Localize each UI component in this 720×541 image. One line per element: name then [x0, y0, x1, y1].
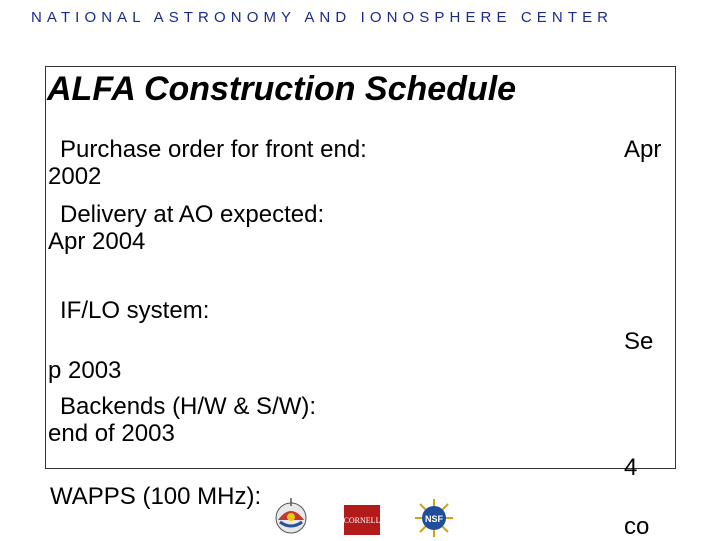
schedule-item-date: 4	[624, 454, 638, 481]
organization-header: NATIONAL ASTRONOMY AND IONOSPHERE CENTER	[31, 9, 614, 26]
nsf-logo	[414, 498, 454, 538]
schedule-item-date: 2002	[48, 163, 102, 190]
schedule-item-label: Delivery at AO expected:	[60, 201, 325, 228]
schedule-item-date: Apr	[624, 136, 662, 163]
nsf-logo-text: NSF	[425, 514, 443, 524]
cornell-logo	[344, 505, 380, 535]
schedule-item-label: IF/LO system:	[60, 297, 210, 324]
schedule-item-label: WAPPS (100 MHz):	[50, 483, 262, 510]
schedule-item-date: Apr 2004	[48, 228, 146, 255]
schedule-item-date: Se	[624, 328, 654, 355]
cornell-logo-text: CORNELL	[344, 516, 380, 525]
schedule-item-date: co	[624, 513, 650, 540]
schedule-item-date: end of 2003	[48, 420, 175, 447]
schedule-item-date: p 2003	[48, 357, 122, 384]
naic-logo	[272, 496, 310, 536]
schedule-item-label: Backends (H/W & S/W):	[60, 393, 317, 420]
schedule-item-label: Purchase order for front end:	[60, 136, 367, 163]
slide-title: ALFA Construction Schedule	[47, 70, 517, 108]
